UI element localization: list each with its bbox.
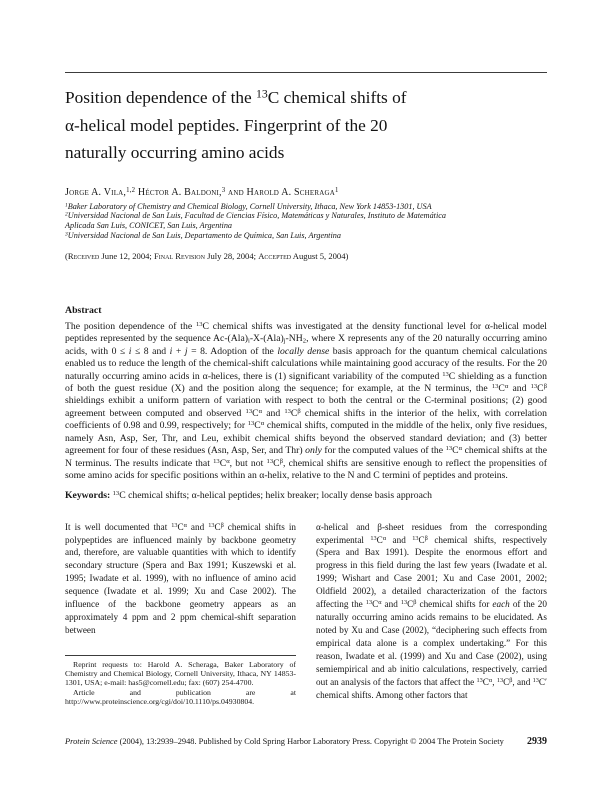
received-accepted-line: (Received June 12, 2004; Final Revision July 28, 2004; Accepted August 5, 2004) bbox=[65, 250, 349, 261]
page-number: 2939 bbox=[527, 736, 547, 747]
reprint-requests-footnote: Reprint requests to: Harold A. Scheraga, Baker Laboratory of Chemistry and Chemical Biology, Cornell University, Ithaca, NY 14853-1301, USA; e-mail: has5@cornell.edu; fax: (607) 254-4700. bbox=[65, 659, 296, 688]
article-title: Position dependence of the $^{13}$C chemical shifts of α-helical model peptides. Fingerprint of the 20 naturally occurring amino acids bbox=[65, 87, 407, 162]
footnote-block bbox=[65, 655, 296, 707]
keywords-label: Keywords: bbox=[65, 489, 111, 501]
author-affiliations: $^1$Baker Laboratory of Chemistry and Chemical Biology, Cornell University, Ithaca, New York 14853-1301, USA $^2$Universidad Nacional de San Luis, Facultad de Ciencias Físico, Matemáticas y Naturales, Instituto de Matemática Aplicada San Luis, CONICET, San Luis, Argentina $^3$Universidad Nacional de San Luis, Departamento de Química, San Luis, Argentina bbox=[65, 201, 446, 240]
masthead-rule bbox=[65, 72, 547, 73]
page-content bbox=[65, 0, 547, 707]
intro-paragraph-left: It is well documented that $^{13}C^\alpha$ and $^{13}C^\beta$ chemical shifts in polypeptides are influenced mainly by backbone geometry and, therefore, are valuable quantities with which to identify secondary structure (Spera and Bax 1991; Kuszewski et al. 1995; Iwadate et al. 1999), with no influence of amino acid sequence (Iwadate et al. 1999; Xu and Case 2002). The influence of the backbone geometry appears as an approximately 4 ppm and 2 ppm chemical-shift separation between bbox=[65, 521, 296, 636]
intro-paragraph-right: α-helical and β-sheet residues from the corresponding experimental $^{13}C^\alpha$ and $^{13}C^\beta$ chemical shifts, respectively (Spera and Bax 1991). Despite the enormous effort and progress in this field during the last few years (Iwadate et al. 1999; Wishart and Case 2001; Xu and Case 2001, 2002; Oldfield 2002), a detailed characterization of the factors affecting the $^{13}C^\alpha$ and $^{13}C^\beta$ chemical shifts for each of the 20 naturally occurring amino acids remains to be elucidated. As noted by Xu and Case (2002), “deciphering such effects from empirical data alone is a complex undertaking.” For this reason, Iwadate et al. (1999) and Xu and Case (2002), using semiempirical and ab initio calculations, respectively, carried out an analysis of the factors that affect the $^{13}C^\alpha$, $^{13}C^\beta$, and $^{13}$C′ chemical shifts. Among other factors that bbox=[316, 521, 547, 700]
abstract-heading: Abstract bbox=[65, 304, 102, 316]
journal-citation: Protein Science (2004), 13:2939–2948. Published by Cold Spring Harbor Laboratory Press. Copyright © 2004 The Protein Society bbox=[65, 737, 504, 746]
doi-footnote: Article and publication are at http://www.proteinscience.org/cgi/doi/10.1110/ps.04930804. bbox=[65, 687, 296, 707]
authors-line: Jorge A. Vila,$^{1,2}$ Héctor A. Baldoni,$^3$ and Harold A. Scheraga$^1$ bbox=[65, 186, 339, 198]
footnotes bbox=[65, 660, 296, 707]
abstract-text: The position dependence of the $^{13}$C chemical shifts was investigated at the density functional level for α-helical model peptides represented by the sequence $Ac-(Ala)_i-X-(Ala)_j-NH_2$, where X represents any of the 20 naturally occurring amino acids, with 0 ≤ i ≤ 8 and i + j = 8. Adoption of the locally dense basis approach for the quantum chemical calculations enabled us to reduce the length of the chemical-shift calculations while maintaining good accuracy of the results. For the 20 naturally occurring amino acids in α-helices, there is (1) significant variability of the computed $^{13}$C shielding as a function of both the guest residue (X) and the position along the sequence; for example, at the N terminus, the $^{13}C^\alpha$ and $^{13}C^\beta$ shieldings exhibit a uniform pattern of variation with respect to both the central or the C-terminal positions; (2) good agreement between computed and observed $^{13}C^\alpha$ and $^{13}C^\beta$ chemical shifts in the interior of the helix, with correlation coefficients of 0.98 and 0.99, respectively; for $^{13}C^\alpha$ chemical shifts, computed in the middle of the helix, only five residues, namely Asn, Asp, Ser, Thr, and Leu, exhibit chemical shifts beyond the observed standard deviation; and (3) better agreement for four of these residues (Asn, Asp, Ser, and Thr) only for the computed values of the $^{13}C^\alpha$ chemical shifts at the N terminus. The results indicate that $^{13}C^\alpha$, but not $^{13}C^\beta$, chemical shifts are sensitive enough to reflect the propensities of some amino acids for specific positions within an α-helix, relative to the N and C termini of peptides and proteins. bbox=[65, 320, 548, 482]
body-left-column bbox=[65, 521, 296, 707]
body-right-column bbox=[316, 521, 547, 707]
page-footer bbox=[65, 736, 547, 747]
footnote-rule bbox=[65, 655, 296, 656]
keywords-text: $^{13}$C chemical shifts; α-helical peptides; helix breaker; locally dense basis approach bbox=[112, 489, 433, 501]
body-columns bbox=[65, 521, 547, 707]
keywords-line bbox=[65, 490, 547, 501]
